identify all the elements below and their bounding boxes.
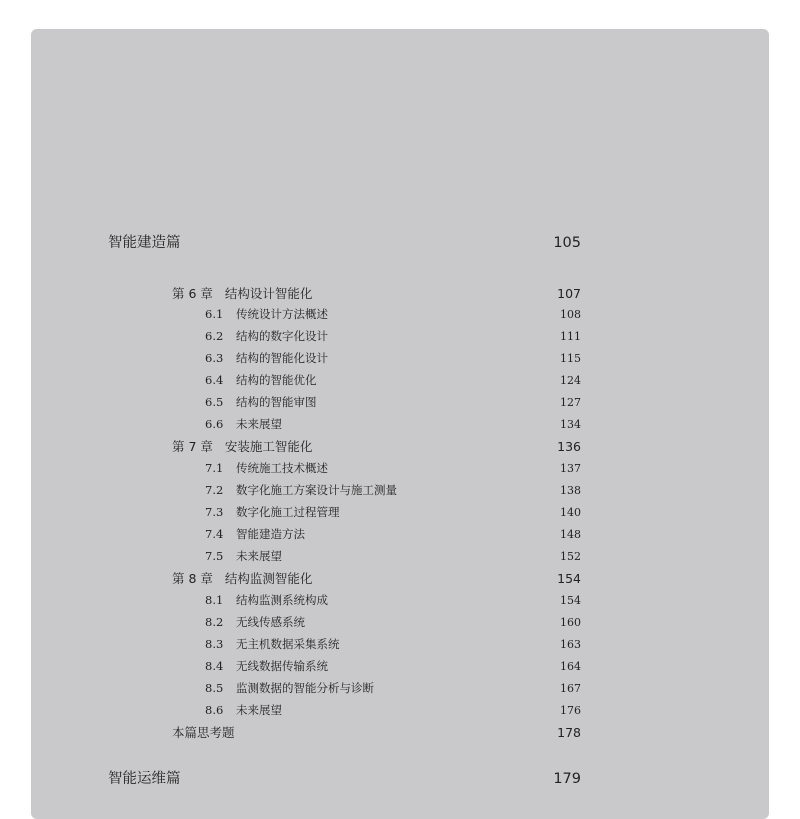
section-title: 监测数据的智能分析与诊断 (236, 681, 374, 695)
questions-title: 本篇思考题 (172, 725, 235, 740)
toc-questions-entry[interactable] (172, 723, 581, 741)
section-number: 8.4 (205, 659, 224, 673)
toc-section-entry[interactable] (205, 460, 581, 478)
section-number: 7.3 (205, 505, 224, 519)
toc-section-entry[interactable] (205, 328, 581, 346)
page-number: 154 (557, 571, 581, 586)
page-number: 164 (560, 660, 581, 673)
toc-section-entry[interactable] (205, 658, 581, 676)
section-title: 智能建造方法 (236, 527, 305, 541)
chapter-number: 第 8 章 (172, 571, 213, 586)
toc-section-entry[interactable] (205, 482, 581, 500)
section-title: 结构的数字化设计 (236, 329, 328, 343)
page-number: 107 (557, 286, 581, 301)
page-number: 163 (560, 638, 581, 651)
section-title: 数字化施工过程管理 (236, 505, 340, 519)
page-number: 176 (560, 704, 581, 717)
chapter-number: 第 7 章 (172, 439, 213, 454)
section-title: 传统设计方法概述 (236, 307, 328, 321)
toc-chapter-entry[interactable] (172, 569, 581, 587)
section-title: 无线传感系统 (236, 615, 305, 629)
page-number: 137 (560, 462, 581, 475)
page-number: 152 (560, 550, 581, 563)
chapter-title: 结构监测智能化 (224, 571, 313, 586)
section-number: 6.6 (205, 417, 224, 431)
toc-chapter-entry[interactable] (172, 437, 581, 455)
section-title: 未来展望 (236, 549, 282, 563)
section-number: 7.1 (205, 461, 224, 475)
chapter-title: 安装施工智能化 (224, 439, 313, 454)
toc-section-entry[interactable] (205, 526, 581, 544)
section-number: 8.6 (205, 703, 224, 717)
section-title: 无线数据传输系统 (236, 659, 328, 673)
section-title: 传统施工技术概述 (236, 461, 328, 475)
section-number: 7.4 (205, 527, 224, 541)
section-title: 结构监测系统构成 (236, 593, 328, 607)
toc-section-entry[interactable] (205, 614, 581, 632)
section-title: 未来展望 (236, 417, 282, 431)
part-title: 智能运维篇 (108, 771, 181, 787)
page-number: 179 (553, 771, 581, 787)
toc-part-entry[interactable] (108, 767, 581, 787)
section-title: 数字化施工方案设计与施工测量 (236, 483, 397, 497)
toc-section-entry[interactable] (205, 394, 581, 412)
page-number: 178 (557, 725, 581, 740)
toc-section-entry[interactable] (205, 372, 581, 390)
page-number: 148 (560, 528, 581, 541)
page-number: 111 (560, 330, 581, 343)
section-number: 6.1 (205, 307, 224, 321)
page-number: 136 (557, 439, 581, 454)
chapter-number: 第 6 章 (172, 286, 213, 301)
section-number: 6.2 (205, 329, 224, 343)
toc-section-entry[interactable] (205, 702, 581, 720)
page-number: 134 (560, 418, 581, 431)
page-number: 140 (560, 506, 581, 519)
part-title: 智能建造篇 (108, 235, 181, 251)
page-number: 127 (560, 396, 581, 409)
section-title: 结构的智能化设计 (236, 351, 328, 365)
section-number: 6.3 (205, 351, 224, 365)
toc-section-entry[interactable] (205, 504, 581, 522)
section-title: 未来展望 (236, 703, 282, 717)
section-number: 6.5 (205, 395, 224, 409)
section-number: 8.2 (205, 615, 224, 629)
page-number: 115 (560, 352, 581, 365)
section-number: 7.5 (205, 549, 224, 563)
section-number: 8.3 (205, 637, 224, 651)
section-number: 7.2 (205, 483, 224, 497)
toc-chapter-entry[interactable] (172, 284, 581, 302)
chapter-title: 结构设计智能化 (224, 286, 313, 301)
toc-section-entry[interactable] (205, 350, 581, 368)
page-number: 124 (560, 374, 581, 387)
toc-section-entry[interactable] (205, 416, 581, 434)
section-number: 6.4 (205, 373, 224, 387)
page-number: 154 (560, 594, 581, 607)
toc-section-entry[interactable] (205, 306, 581, 324)
page-number: 138 (560, 484, 581, 497)
page-number: 160 (560, 616, 581, 629)
section-number: 8.1 (205, 593, 224, 607)
page-number: 108 (560, 308, 581, 321)
toc-section-entry[interactable] (205, 680, 581, 698)
page-number: 105 (553, 235, 581, 251)
toc-section-entry[interactable] (205, 548, 581, 566)
section-title: 无主机数据采集系统 (236, 637, 340, 651)
toc-part-entry[interactable] (108, 231, 581, 251)
section-title: 结构的智能审图 (236, 395, 317, 409)
page-number: 167 (560, 682, 581, 695)
section-number: 8.5 (205, 681, 224, 695)
section-title: 结构的智能优化 (236, 373, 317, 387)
toc-section-entry[interactable] (205, 636, 581, 654)
toc-section-entry[interactable] (205, 592, 581, 610)
